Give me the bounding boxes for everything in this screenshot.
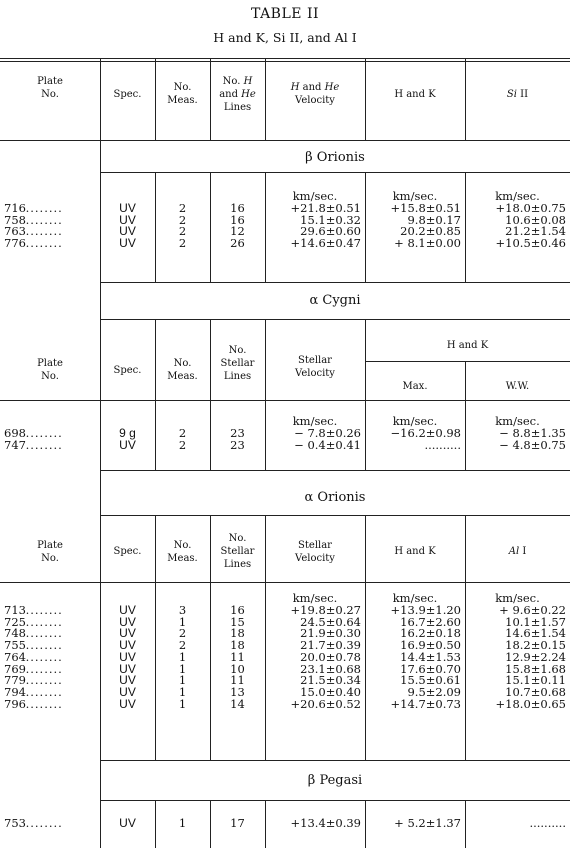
velocity-cell: 9.5±2.09: [407, 684, 461, 699]
velocity-cell: +21.8±0.51: [290, 201, 361, 215]
velocity-cell: 20.2±0.85: [400, 224, 461, 239]
spec-cell: UV: [119, 437, 136, 452]
table-subtitle: H and K, Si II, and Al I: [213, 30, 357, 45]
velocity-cell: − 8.8±1.35: [499, 426, 566, 440]
column-header: Stellar: [220, 546, 255, 557]
velocity-cell: +14.7±0.73: [390, 696, 461, 711]
unit-label: km/sec.: [495, 591, 540, 605]
rule-line: [365, 361, 570, 362]
column-header: Plate: [37, 76, 63, 87]
spec-cell: UV: [119, 236, 136, 251]
leader-dots: ........: [25, 426, 63, 440]
velocity-cell: +10.5±0.46: [495, 236, 566, 251]
column-rule: [465, 582, 466, 760]
count-cell: 3: [178, 603, 187, 617]
leader-dots: ........: [25, 816, 63, 830]
velocity-cell: 14.6±1.54: [505, 626, 566, 641]
plate-number: 748: [4, 626, 26, 641]
count-cell: 2: [178, 236, 187, 251]
plate-number: 716: [4, 201, 26, 215]
velocity-cell: 16.9±0.50: [400, 638, 461, 653]
count-cell: 23: [230, 437, 245, 452]
velocity-cell: 18.2±0.15: [505, 638, 566, 653]
column-header: No.: [173, 540, 192, 551]
velocity-cell: 10.1±1.57: [505, 614, 566, 629]
leader-dots: ........: [25, 603, 63, 617]
velocity-cell: + 9.6±0.22: [499, 603, 566, 617]
column-rule: [265, 800, 266, 848]
rule-line: [100, 172, 570, 173]
plate-number: 755: [4, 638, 26, 653]
velocity-cell: − 4.8±0.75: [499, 437, 566, 452]
column-rule: [465, 800, 466, 848]
velocity-cell: +19.8±0.27: [290, 603, 361, 617]
spec-cell: UV: [119, 661, 136, 676]
velocity-cell: +13.9±1.20: [390, 603, 461, 617]
count-cell: 2: [178, 626, 187, 641]
count-cell: 12: [230, 224, 245, 239]
column-header: No.: [41, 371, 59, 382]
column-header: No.: [173, 358, 192, 369]
column-header: Velocity: [295, 95, 335, 106]
column-header: Spec.: [113, 546, 142, 557]
leader-dots: ........: [25, 638, 63, 653]
plate-number: 769: [4, 661, 26, 676]
count-cell: 2: [178, 426, 187, 440]
plate-number: 758: [4, 212, 26, 227]
unit-label: km/sec.: [392, 591, 438, 605]
column-header: Meas.: [167, 553, 198, 564]
column-header: Plate: [37, 358, 63, 369]
velocity-cell: −16.2±0.98: [390, 426, 461, 440]
velocity-cell: 29.6±0.60: [300, 224, 361, 239]
spec-cell: UV: [119, 696, 136, 711]
velocity-cell: − 0.4±0.41: [294, 437, 361, 452]
column-header: Meas.: [167, 95, 198, 106]
column-header: No.: [228, 345, 247, 356]
spec-cell: 9 g: [119, 426, 136, 440]
rule-line: [0, 58, 570, 62]
spec-cell: UV: [119, 816, 136, 830]
rule-line: [100, 515, 570, 516]
count-cell: 1: [178, 614, 187, 629]
group-header: H and K: [446, 340, 489, 351]
column-header: Lines: [223, 102, 252, 113]
spec-cell: UV: [119, 638, 136, 653]
star-name: β Orionis: [305, 150, 365, 165]
velocity-cell: 15.1±0.11: [505, 673, 566, 688]
spec-cell: UV: [119, 673, 136, 688]
column-header: No.: [228, 533, 247, 544]
velocity-cell: 21.5±0.34: [300, 673, 361, 688]
count-cell: 2: [178, 638, 187, 653]
rule-line: [100, 319, 570, 320]
leader-dots: ........: [25, 649, 63, 664]
velocity-cell: 12.9±2.24: [505, 649, 566, 664]
unit-label: km/sec.: [495, 414, 540, 428]
column-header: No. H: [222, 76, 253, 87]
velocity-cell: − 7.8±0.26: [294, 426, 361, 440]
column-header: Velocity: [295, 553, 335, 564]
leader-dots: ........: [25, 437, 63, 452]
rule-line: [0, 582, 570, 583]
velocity-cell: 15.0±0.40: [300, 684, 361, 699]
spec-cell: UV: [119, 603, 136, 617]
spec-cell: UV: [119, 626, 136, 641]
velocity-cell: +18.0±0.65: [495, 696, 566, 711]
velocity-cell: 15.5±0.61: [400, 673, 461, 688]
velocity-cell: ..........: [529, 816, 566, 830]
column-rule: [365, 582, 366, 760]
column-header: Spec.: [113, 89, 142, 100]
column-header: No.: [41, 553, 59, 564]
count-cell: 1: [178, 816, 187, 830]
leader-dots: ........: [25, 614, 63, 629]
velocity-cell: 20.0±0.78: [300, 649, 361, 664]
rule-line: [0, 140, 570, 141]
velocity-cell: 21.2±1.54: [505, 224, 566, 239]
velocity-cell: + 5.2±1.37: [394, 816, 461, 830]
velocity-cell: 21.7±0.39: [300, 638, 361, 653]
velocity-cell: +14.6±0.47: [290, 236, 361, 251]
count-cell: 13: [230, 684, 245, 699]
velocity-cell: 21.9±0.30: [300, 626, 361, 641]
count-cell: 2: [178, 201, 187, 215]
leader-dots: ........: [25, 201, 63, 215]
column-rule: [100, 58, 101, 848]
star-name: α Cygni: [309, 293, 361, 308]
count-cell: 18: [230, 626, 245, 641]
velocity-cell: 24.5±0.64: [300, 614, 361, 629]
count-cell: 2: [178, 212, 187, 227]
unit-label: km/sec.: [495, 189, 540, 203]
unit-label: km/sec.: [292, 414, 338, 428]
table-title: TABLE II: [251, 6, 319, 22]
column-header: Stellar: [298, 540, 332, 551]
column-rule: [265, 400, 266, 470]
plate-number: 763: [4, 224, 26, 239]
leader-dots: ........: [25, 696, 63, 711]
leader-dots: ........: [25, 673, 63, 688]
plate-number: 776: [4, 236, 26, 251]
plate-number: 794: [4, 684, 26, 699]
velocity-cell: 16.2±0.18: [400, 626, 461, 641]
spec-cell: UV: [119, 212, 136, 227]
count-cell: 1: [178, 649, 187, 664]
spec-cell: UV: [119, 649, 136, 664]
column-header: Si II: [506, 89, 529, 100]
leader-dots: ........: [25, 661, 63, 676]
leader-dots: ........: [25, 224, 63, 239]
velocity-cell: 10.7±0.68: [505, 684, 566, 699]
velocity-cell: +20.6±0.52: [290, 696, 361, 711]
leader-dots: ........: [25, 684, 63, 699]
count-cell: 15: [230, 614, 245, 629]
leader-dots: ........: [25, 626, 63, 641]
column-header: Meas.: [167, 371, 198, 382]
plate-number: 725: [4, 614, 26, 629]
velocity-cell: 15.8±1.68: [505, 661, 566, 676]
count-cell: 14: [230, 696, 245, 711]
column-header: Stellar: [220, 358, 255, 369]
plate-number: 764: [4, 649, 26, 664]
rule-line: [100, 760, 570, 761]
rule-line: [0, 400, 570, 401]
plate-number: 747: [4, 437, 26, 452]
velocity-cell: 16.7±2.60: [400, 614, 461, 629]
unit-label: km/sec.: [292, 189, 338, 203]
velocity-cell: +15.8±0.51: [390, 201, 461, 215]
column-header: No.: [41, 89, 59, 100]
spec-cell: UV: [119, 201, 136, 215]
column-header: Plate: [37, 540, 63, 551]
count-cell: 26: [230, 236, 245, 251]
count-cell: 1: [178, 673, 187, 688]
count-cell: 16: [230, 201, 245, 215]
plate-number: 753: [4, 816, 26, 830]
leader-dots: ........: [25, 212, 63, 227]
column-header: Max.: [402, 381, 428, 392]
count-cell: 10: [230, 661, 245, 676]
column-header: Lines: [223, 559, 252, 570]
velocity-cell: 17.6±0.70: [400, 661, 461, 676]
column-header: No.: [173, 82, 192, 93]
unit-label: km/sec.: [392, 414, 438, 428]
column-header: Velocity: [295, 368, 335, 379]
count-cell: 16: [230, 212, 245, 227]
spec-cell: UV: [119, 224, 136, 239]
column-header: Stellar: [298, 355, 332, 366]
velocity-cell: 23.1±0.68: [300, 661, 361, 676]
velocity-cell: 14.4±1.53: [400, 649, 461, 664]
count-cell: 23: [230, 426, 245, 440]
star-name: α Orionis: [304, 490, 366, 505]
column-header: H and K: [394, 546, 436, 557]
velocity-cell: ..........: [424, 437, 461, 452]
plate-number: 796: [4, 696, 26, 711]
leader-dots: ........: [25, 236, 63, 251]
count-cell: 11: [230, 649, 245, 664]
velocity-cell: 15.1±0.32: [300, 212, 361, 227]
rule-line: [100, 282, 570, 283]
velocity-cell: + 8.1±0.00: [394, 236, 461, 251]
plate-number: 779: [4, 673, 26, 688]
count-cell: 16: [230, 603, 245, 617]
count-cell: 18: [230, 638, 245, 653]
count-cell: 1: [178, 696, 187, 711]
rule-line: [100, 470, 570, 471]
column-header: Lines: [223, 371, 252, 382]
spec-cell: UV: [119, 614, 136, 629]
column-rule: [365, 400, 366, 470]
column-header: Spec.: [113, 365, 142, 376]
count-cell: 17: [230, 816, 245, 830]
plate-number: 698: [4, 426, 26, 440]
unit-label: km/sec.: [392, 189, 438, 203]
count-cell: 2: [178, 437, 187, 452]
column-header: H and K: [394, 89, 436, 100]
unit-label: km/sec.: [292, 591, 338, 605]
velocity-cell: +13.4±0.39: [290, 816, 361, 830]
column-header: H and He: [290, 82, 340, 93]
column-rule: [365, 800, 366, 848]
column-rule: [265, 582, 266, 760]
spec-cell: UV: [119, 684, 136, 699]
count-cell: 2: [178, 224, 187, 239]
velocity-cell: 10.6±0.08: [505, 212, 566, 227]
rule-line: [100, 800, 570, 801]
plate-number: 713: [4, 603, 26, 617]
velocity-cell: 9.8±0.17: [407, 212, 461, 227]
count-cell: 1: [178, 661, 187, 676]
column-header: W.W.: [505, 381, 530, 392]
count-cell: 1: [178, 684, 187, 699]
column-header: and He: [219, 89, 256, 100]
column-rule: [465, 400, 466, 470]
count-cell: 11: [230, 673, 245, 688]
star-name: β Pegasi: [307, 773, 363, 788]
velocity-cell: +18.0±0.75: [495, 201, 566, 215]
column-header: Al I: [508, 546, 527, 557]
